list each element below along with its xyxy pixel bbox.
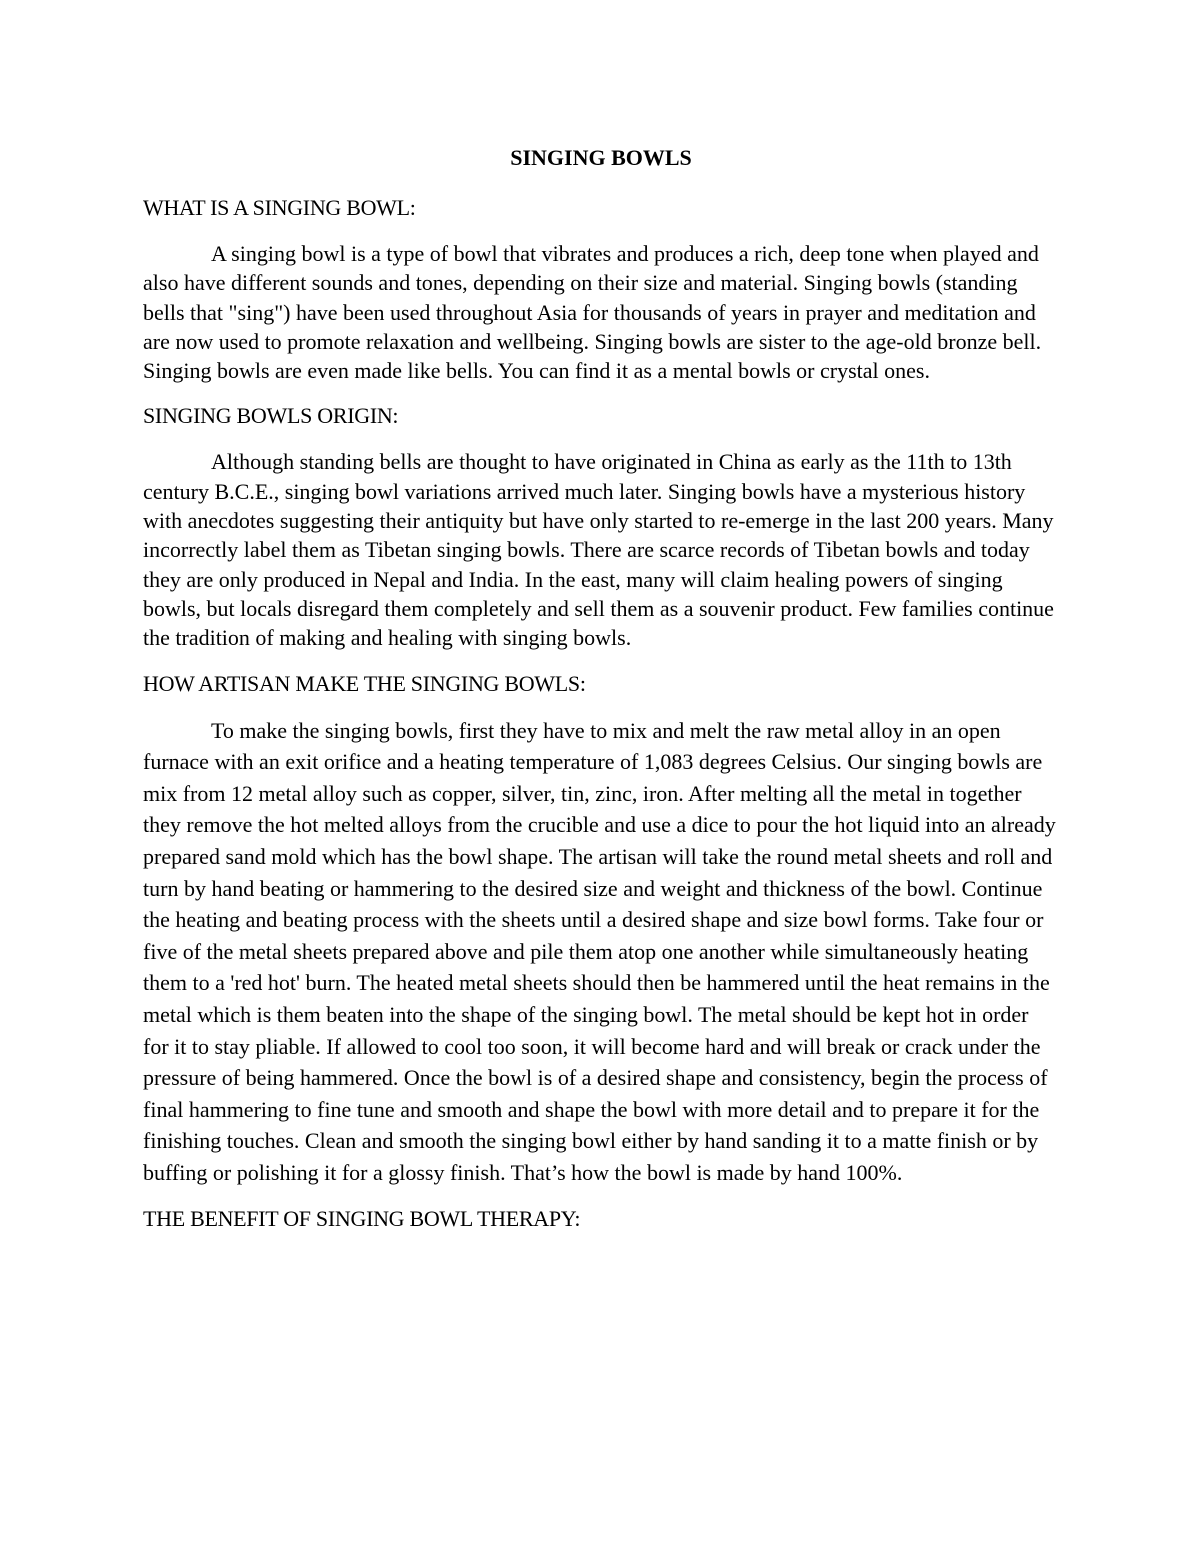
section-body-what-is: A singing bowl is a type of bowl that vibrates and produces a rich, deep tone when played and also have different sounds and tones, depending on their size and material. Singing bowls (standing bells that "sing") have been used throughout Asia for thousands of years in prayer and meditation and are now used to promote relaxation and wellbeing. Singing bowls are sister to the age-old bronze bell. Singing bowls are even made like bells. You can find it as a mental bowls or crystal ones.	[143, 241, 1042, 384]
document-title: SINGING BOWLS	[510, 145, 692, 170]
document-content	[143, 143, 1059, 1250]
section-heading-what-is: WHAT IS A SINGING BOWL:	[143, 195, 416, 220]
section-heading-how-made: HOW ARTISAN MAKE THE SINGING BOWLS:	[143, 670, 586, 696]
section-heading-origin: SINGING BOWLS ORIGIN:	[143, 403, 399, 429]
section-heading-benefit: THE BENEFIT OF SINGING BOWL THERAPY:	[143, 1206, 581, 1232]
section-body-origin: Although standing bells are thought to have originated in China as early as the 11th to 13th century B.C.E., singing bowl variations arrived much later. Singing bowls have a mysterious history with anecdotes suggesting their antiquity but have only started to re-emerge in the last 200 years. Many incorrectly label them as Tibetan singing bowls. There are scarce records of Tibetan bowls and today they are only produced in Nepal and India. In the east, many will claim healing powers of singing bowls, but locals disregard them completely and sell them as a souvenir product. Few families continue the tradition of making and healing with singing bowls.	[143, 449, 1054, 651]
section-body-how-made: To make the singing bowls, first they have to mix and melt the raw metal alloy in an open furnace with an exit orifice and a heating temperature of 1,083 degrees Celsius. Our singing bowls are mix from 12 metal alloy such as copper, silver, tin, zinc, iron. After melting all the metal in together they remove the hot melted alloys from the crucible and use a dice to pour the hot liquid into an already prepared sand mold which has the bowl shape. The artisan will take the round metal sheets and roll and turn by hand beating or hammering to the desired size and weight and thickness of the bowl. Continue the heating and beating process with the sheets until a desired shape and size bowl forms. Take four or five of the metal sheets prepared above and pile them atop one another while simultaneously heating them to a 'red hot' burn. The heated metal sheets should then be hammered until the heat remains in the metal which is them beaten into the shape of the singing bowl. The metal should be kept hot in order for it to stay pliable. If allowed to cool too soon, it will become hard and will break or crack under the pressure of being hammered. Once the bowl is of a desired shape and consistency, begin the process of final hammering to fine tune and smooth and shape the bowl with more detail and to prepare it for the finishing touches. Clean and smooth the singing bowl either by hand sanding it to a matte finish or by buffing or polishing it for a glossy finish. That’s how the bowl is made by hand 100%.	[143, 717, 1056, 1185]
